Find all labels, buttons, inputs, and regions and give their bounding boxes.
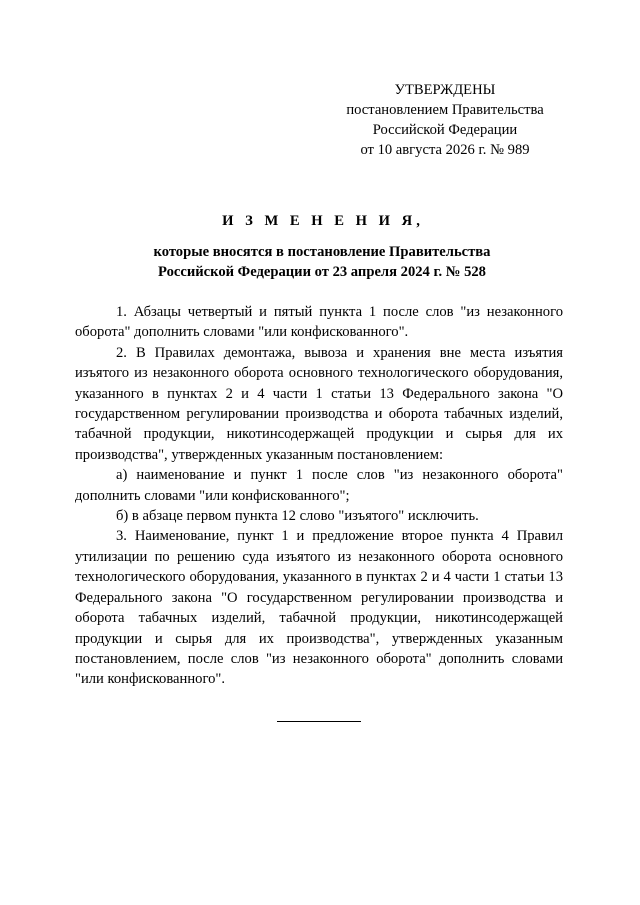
paragraph-3: 3. Наименование, пункт 1 и предложение второе пункта 4 Правил утилизации по решению суда изъятого из незаконного оборота основного технологического оборудования, указанного в пунктах 2 и 4 части 1 статьи 13 Федерального закона "О государственном регулировании производства и оборота табачных изделий, табачной продукции, никотинсодержащей продукции и сырья для их производства", утвержденных указанным постановлением, после слов "из незаконного оборота" дополнить словами "или конфискованного". <box>75 528 563 688</box>
paragraph-2b: б) в абзаце первом пункта 12 слово "изъятого" исключить. <box>116 508 479 525</box>
approval-line-1: постановлением Правительства <box>346 102 544 118</box>
approval-stamp <box>330 80 560 160</box>
closing-divider <box>277 721 361 722</box>
approval-line-2: Российской Федерации <box>372 122 518 138</box>
document-subtitle-line-2: Российской Федерации от 23 апреля 2024 г. № 528 <box>158 264 486 280</box>
document-subtitle <box>0 242 640 282</box>
paragraph-2: 2. В Правилах демонтажа, вывоза и хранения вне места изъятия изъятого из незаконного оборота основного технологического оборудования, указанного в пунктах 2 и 4 части 1 статьи 13 Федерального закона "О государственном регулировании производства и оборота табачных изделий, табачной продукции, никотинсодержащей продукции и сырья для их производства", утвержденных указанным постановлением: <box>75 344 563 463</box>
document-title: И З М Е Н Е Н И Я, <box>222 213 424 229</box>
document-heading <box>0 211 640 282</box>
paragraph-1: 1. Абзацы четвертый и пятый пункта 1 после слов "из незаконного оборота" дополнить словами "или конфискованного". <box>75 304 563 341</box>
document-subtitle-line-1: которые вносятся в постановление Правительства <box>153 244 491 260</box>
approval-line-3: от 10 августа 2026 г. № 989 <box>360 142 530 158</box>
document-body <box>75 302 563 690</box>
paragraph-2a: а) наименование и пункт 1 после слов "из незаконного оборота" дополнить словами "или конфискованного"; <box>75 467 563 504</box>
approval-heading: УТВЕРЖДЕНЫ <box>394 82 496 98</box>
